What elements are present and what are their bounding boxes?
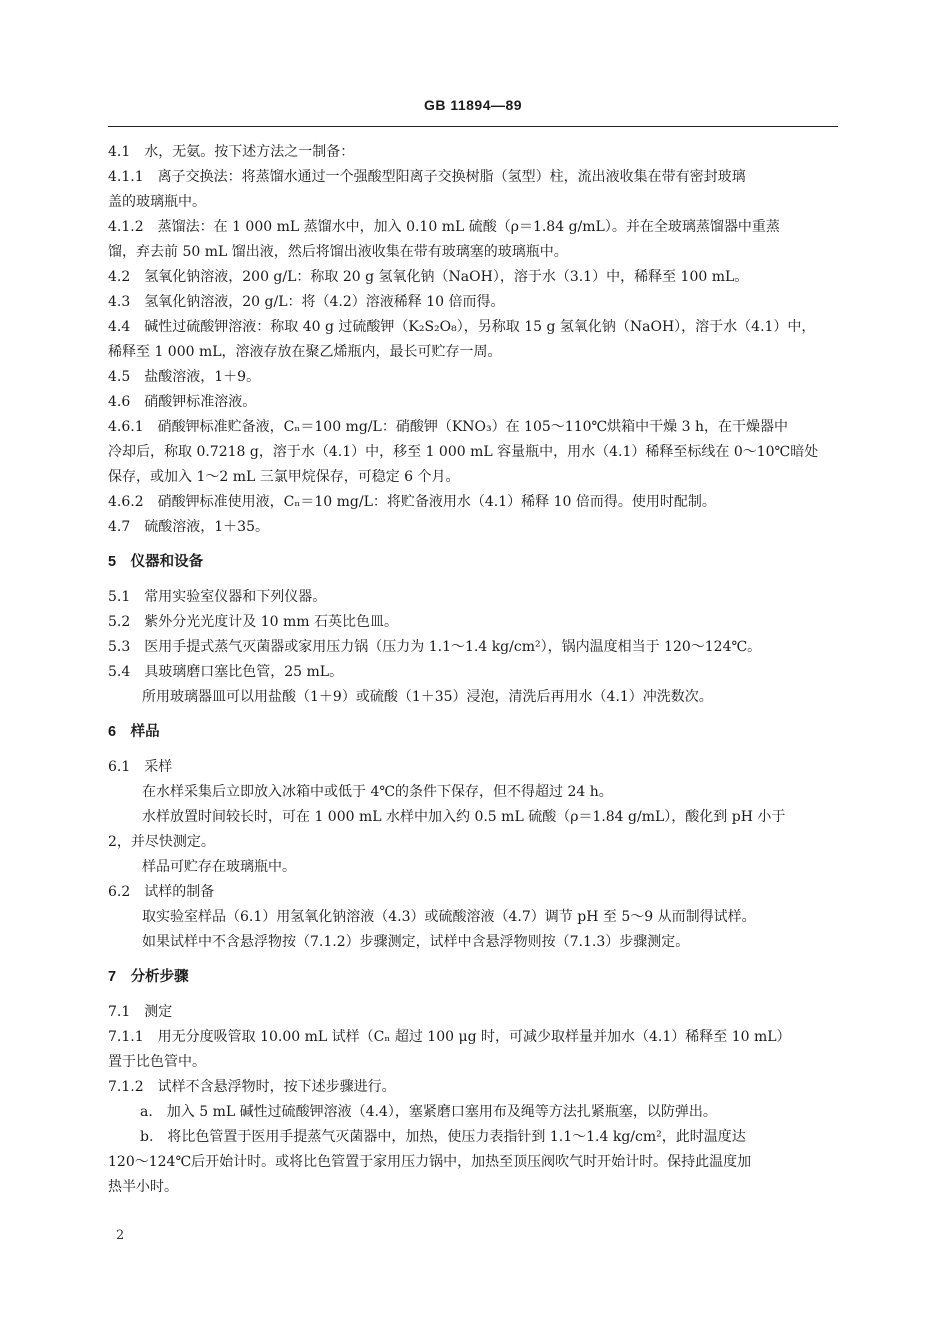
standard-code-header: GB 11894—89 bbox=[423, 97, 523, 113]
paragraph-line: 2，并尽快测定。 bbox=[108, 834, 215, 850]
section-heading-6: 6 样品 bbox=[108, 724, 160, 740]
paragraph-line: 保存，或加入 1～2 mL 三氯甲烷保存，可稳定 6 个月。 bbox=[108, 469, 460, 485]
section-heading-5: 5 仪器和设备 bbox=[108, 554, 204, 570]
document-body bbox=[108, 140, 840, 1200]
subsection-heading: 7.1 测定 bbox=[108, 1004, 173, 1020]
step-item-a: a. 加入 5 mL 碱性过硫酸钾溶液（4.4），塞紧磨口塞用布及绳等方法扎紧瓶塞，以防弹出。 bbox=[140, 1104, 717, 1120]
subsection-heading: 6.2 试样的制备 bbox=[108, 884, 215, 900]
paragraph-line: 5.1 常用实验室仪器和下列仪器。 bbox=[108, 589, 327, 605]
paragraph-line: 热半小时。 bbox=[108, 1179, 178, 1195]
paragraph-line: 水样放置时间较长时，可在 1 000 mL 水样中加入约 0.5 mL 硫酸（ρ＝1.84 g/mL），酸化到 pH 小于 bbox=[142, 809, 786, 825]
paragraph-line: 样品可贮存在玻璃瓶中。 bbox=[142, 859, 296, 875]
paragraph-line: 4.4 碱性过硫酸钾溶液：称取 40 g 过硫酸钾（K₂S₂O₈），另称取 15 g 氢氧化钠（NaOH），溶于水（4.1）中， bbox=[108, 319, 816, 335]
paragraph-line: 5.4 具玻璃磨口塞比色管，25 mL。 bbox=[108, 664, 344, 680]
paragraph-line: 4.1.1 离子交换法：将蒸馏水通过一个强酸型阳离子交换树脂（氢型）柱，流出液收集在带有密封玻璃 bbox=[108, 169, 746, 185]
paragraph-line: 4.2 氢氧化钠溶液，200 g/L：称取 20 g 氢氧化钠（NaOH），溶于水（3.1）中，稀释至 100 mL。 bbox=[108, 269, 749, 285]
paragraph-line: 如果试样中不含悬浮物按（7.1.2）步骤测定，试样中含悬浮物则按（7.1.3）步骤测定。 bbox=[142, 934, 690, 950]
paragraph-line: 在水样采集后立即放入冰箱中或低于 4℃的条件下保存，但不得超过 24 h。 bbox=[142, 784, 613, 800]
paragraph-line: 取实验室样品（6.1）用氢氧化钠溶液（4.3）或硫酸溶液（4.7）调节 pH 至 5～9 从而制得试样。 bbox=[142, 909, 756, 925]
paragraph-line: 馏，弃去前 50 mL 馏出液，然后将馏出液收集在带有玻璃塞的玻璃瓶中。 bbox=[108, 244, 568, 260]
paragraph-line: 7.1.1 用无分度吸管取 10.00 mL 试样（Cₙ 超过 100 μg 时，可减少取样量并加水（4.1）稀释至 10 mL） bbox=[108, 1029, 791, 1045]
paragraph-line: 置于比色管中。 bbox=[108, 1054, 206, 1070]
subsection-heading: 6.1 采样 bbox=[108, 759, 173, 775]
paragraph-line: 冷却后，称取 0.7218 g，溶于水（4.1）中，移至 1 000 mL 容量瓶中，用水（4.1）稀释至标线在 0～10℃暗处 bbox=[108, 444, 819, 460]
paragraph-line: 4.6.1 硝酸钾标准贮备液，Cₙ＝100 mg/L：硝酸钾（KNO₃）在 105～110℃烘箱中干燥 3 h，在干燥器中 bbox=[108, 419, 788, 435]
page-number: 2 bbox=[116, 1228, 125, 1243]
paragraph-line: 120～124℃后开始计时。或将比色管置于家用压力锅中，加热至顶压阀吹气时开始计时。保持此温度加 bbox=[108, 1154, 752, 1170]
paragraph-line: 盖的玻璃瓶中。 bbox=[108, 194, 206, 210]
section-heading-7: 7 分析步骤 bbox=[108, 969, 189, 985]
paragraph-line: 稀释至 1 000 mL，溶液存放在聚乙烯瓶内，最长可贮存一周。 bbox=[108, 344, 502, 360]
paragraph-line: 4.3 氢氧化钠溶液，20 g/L：将（4.2）溶液稀释 10 倍而得。 bbox=[108, 294, 505, 310]
paragraph-line: 4.5 盐酸溶液，1＋9。 bbox=[108, 369, 261, 385]
paragraph-line: 5.3 医用手提式蒸气灭菌器或家用压力锅（压力为 1.1～1.4 kg/cm²），锅内温度相当于 120～124℃。 bbox=[108, 639, 762, 655]
paragraph-line: 4.1.2 蒸馏法：在 1 000 mL 蒸馏水中，加入 0.10 mL 硫酸（ρ＝1.84 g/mL）。并在全玻璃蒸馏器中重蒸 bbox=[108, 219, 780, 235]
paragraph-note: 所用玻璃器皿可以用盐酸（1＋9）或硫酸（1＋35）浸泡，清洗后再用水（4.1）冲洗数次。 bbox=[142, 689, 713, 705]
paragraph-line: 4.6 硝酸钾标准溶液。 bbox=[108, 394, 257, 410]
paragraph-line: 4.1 水，无氨。按下述方法之一制备： bbox=[108, 144, 355, 160]
paragraph-line: 7.1.2 试样不含悬浮物时，按下述步骤进行。 bbox=[108, 1079, 396, 1095]
paragraph-line: 4.6.2 硝酸钾标准使用液，Cₙ＝10 mg/L：将贮备液用水（4.1）稀释 10 倍而得。使用时配制。 bbox=[108, 494, 716, 510]
header-divider bbox=[108, 126, 838, 127]
paragraph-line: 4.7 硫酸溶液，1＋35。 bbox=[108, 519, 269, 535]
step-item-b: b. 将比色管置于医用手提蒸气灭菌器中，加热，使压力表指针到 1.1～1.4 kg/cm²，此时温度达 bbox=[140, 1129, 746, 1145]
paragraph-line: 5.2 紫外分光光度计及 10 mm 石英比色皿。 bbox=[108, 614, 398, 630]
